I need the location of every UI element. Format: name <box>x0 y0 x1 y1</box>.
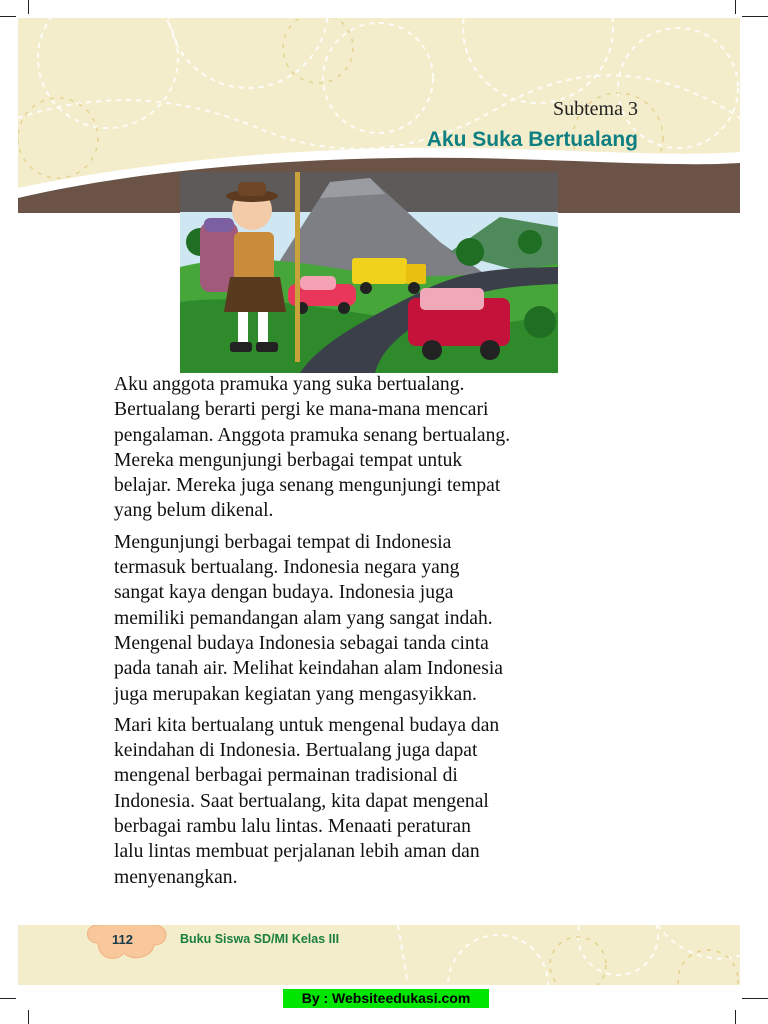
page-title: Aku Suka Bertualang <box>426 128 638 151</box>
credit-banner: By : Websiteedukasi.com <box>283 989 489 1008</box>
crop-mark-bottom-left-v <box>28 1010 29 1024</box>
crop-mark-top-right-v <box>735 0 736 14</box>
text-line: belajar. Mereka juga senang mengunjungi tempat <box>114 475 501 497</box>
page-number: 112 <box>112 932 133 947</box>
text-line: memiliki pemandangan alam yang sangat indah. <box>114 607 493 629</box>
text-line: juga merupakan kegiatan yang mengasyikkan. <box>114 683 477 705</box>
text-line: Mereka mengunjungi berbagai tempat untuk <box>114 449 463 471</box>
paragraph-3 <box>114 713 654 890</box>
illustration-svg <box>180 172 558 373</box>
article-body <box>114 372 654 896</box>
text-line: Aku anggota pramuka yang suka bertualang. <box>114 374 465 395</box>
footer-band <box>18 925 740 985</box>
book-title: Buku Siswa SD/MI Kelas III <box>180 932 340 946</box>
scout-adventure-illustration <box>180 172 558 373</box>
text-line: yang belum dikenal. <box>114 500 274 522</box>
crop-mark-top-left <box>0 16 16 17</box>
text-line: pada tanah air. Melihat keindahan alam Indonesia <box>114 658 504 680</box>
text-line: mengenal berbagai permainan tradisional di <box>114 765 458 787</box>
text-line: termasuk bertualang. Indonesia negara yang <box>114 557 460 579</box>
text-line: keindahan di Indonesia. Bertualang juga dapat <box>114 740 478 762</box>
crop-mark-bottom-right <box>742 998 768 999</box>
crop-mark-top-right <box>742 16 768 17</box>
text-line: berbagai rambu lalu lintas. Menaati peraturan <box>114 816 471 838</box>
subtema-label: Subtema 3 <box>553 98 638 120</box>
text-line: sangat kaya dengan budaya. Indonesia juga <box>114 582 454 604</box>
text-line: menyenangkan. <box>114 866 238 888</box>
text-line: Bertualang berarti pergi ke mana-mana mencari <box>114 399 489 421</box>
text-line: Mari kita bertualang untuk mengenal budaya dan <box>114 714 500 736</box>
text-line: Indonesia. Saat bertualang, kita dapat mengenal <box>114 790 489 812</box>
crop-mark-top-left-v <box>28 0 29 14</box>
crop-mark-bottom-right-v <box>735 1010 736 1024</box>
text-line: Mengunjungi berbagai tempat di Indonesia <box>114 531 452 553</box>
text-line: Mengenal budaya Indonesia sebagai tanda cinta <box>114 632 489 654</box>
text-line: lalu lintas membuat perjalanan lebih aman dan <box>114 841 480 863</box>
text-line: pengalaman. Anggota pramuka senang bertualang. <box>114 424 511 446</box>
crop-mark-bottom-left <box>0 998 16 999</box>
paragraph-1 <box>114 372 654 524</box>
paragraph-2 <box>114 530 654 707</box>
